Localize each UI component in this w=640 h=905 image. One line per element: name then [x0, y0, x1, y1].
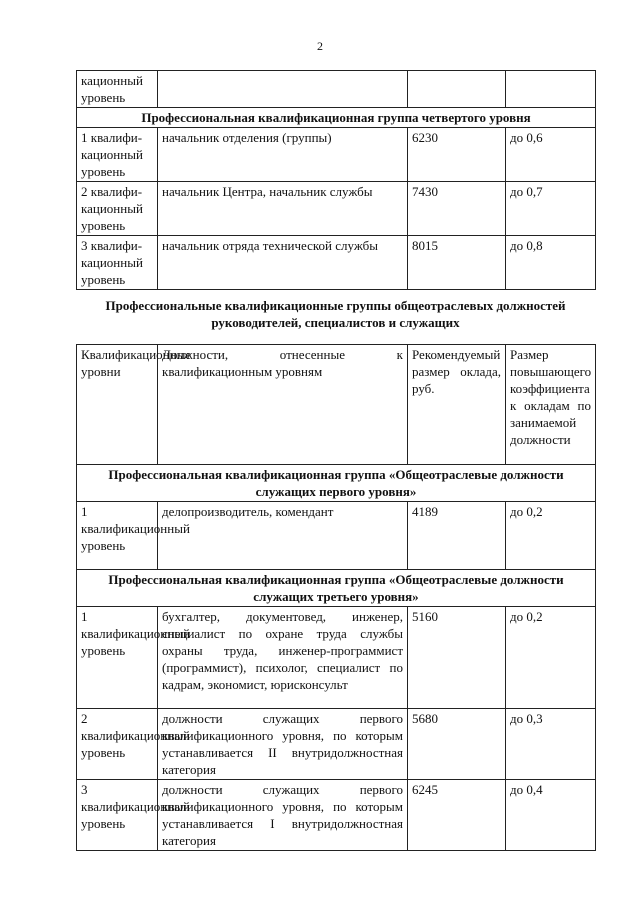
table-header-row: [77, 345, 596, 465]
group-header-row: [77, 108, 596, 128]
group-header: Профессиональная квалификационная группа четвертого уровня: [77, 108, 596, 128]
position-cell: начальник отряда технической службы: [158, 236, 408, 290]
salary-cell: 5160: [408, 607, 506, 709]
table-fourth-level-group: [76, 70, 596, 290]
page-number: 2: [317, 39, 323, 53]
section-title: Профессиональные квалификационные группы общеотраслевых должностей руководителей, специалистов и служащих: [105, 298, 566, 330]
level-cell: 1 квалифи-кационный уровень: [77, 128, 158, 182]
level-cell: 3 квалификационный уровень: [77, 780, 158, 851]
header-level: Квалификационные уровни: [77, 345, 158, 465]
coef-cell: до 0,6: [506, 128, 596, 182]
coef-cell: до 0,7: [506, 182, 596, 236]
position-cell: должности служащих первого квалификационного уровня, по которым устанавливается I внутридолжностная категория: [158, 780, 408, 851]
level-cell: 2 квалифи-кационный уровень: [77, 182, 158, 236]
salary-cell: 7430: [408, 182, 506, 236]
group-header: Профессиональная квалификационная группа «Общеотраслевые должности служащих третьего уровня»: [77, 570, 596, 607]
table-row: [77, 502, 596, 570]
position-cell: [158, 71, 408, 108]
coef-cell: до 0,2: [506, 502, 596, 570]
level-cell: 1 квалификационный уровень: [77, 607, 158, 709]
table-row: [77, 709, 596, 780]
position-cell: начальник Центра, начальник службы: [158, 182, 408, 236]
position-cell: начальник отделения (группы): [158, 128, 408, 182]
position-cell: делопроизводитель, комендант: [158, 502, 408, 570]
group-header-row: [77, 570, 596, 607]
level-cell: 1 квалификационный уровень: [77, 502, 158, 570]
salary-cell: 6230: [408, 128, 506, 182]
level-cell: 3 квалифи-кационный уровень: [77, 236, 158, 290]
position-cell: бухгалтер, документовед, инженер, специалист по охране труда службы охраны труда, инженер-программист (программист), психолог, специалист по кадрам, экономист, юрисконсульт: [158, 607, 408, 709]
table-row: [77, 607, 596, 709]
table-row: [77, 780, 596, 851]
group-header-row: [77, 465, 596, 502]
group-header: Профессиональная квалификационная группа «Общеотраслевые должности служащих первого уровня»: [77, 465, 596, 502]
salary-cell: [408, 71, 506, 108]
coef-cell: до 0,2: [506, 607, 596, 709]
coef-cell: до 0,4: [506, 780, 596, 851]
coef-cell: до 0,8: [506, 236, 596, 290]
salary-cell: 4189: [408, 502, 506, 570]
header-salary: Рекомендуемый размер оклада, руб.: [408, 345, 506, 465]
header-coef: Размер повышающего коэффициента к окладам по занимаемой должности: [506, 345, 596, 465]
salary-cell: 6245: [408, 780, 506, 851]
table-row: [77, 182, 596, 236]
position-cell: должности служащих первого квалификационного уровня, по которым устанавливается II внутридолжностная категория: [158, 709, 408, 780]
salary-cell: 8015: [408, 236, 506, 290]
coef-cell: до 0,3: [506, 709, 596, 780]
header-position: Должности, отнесенные к квалификационным уровням: [158, 345, 408, 465]
table-row: [77, 71, 596, 108]
level-cell: 2 квалификационный уровень: [77, 709, 158, 780]
table-row: [77, 128, 596, 182]
salary-cell: 5680: [408, 709, 506, 780]
table-general-positions: [76, 344, 596, 851]
level-cell: кационный уровень: [77, 71, 158, 108]
table-row: [77, 236, 596, 290]
coef-cell: [506, 71, 596, 108]
